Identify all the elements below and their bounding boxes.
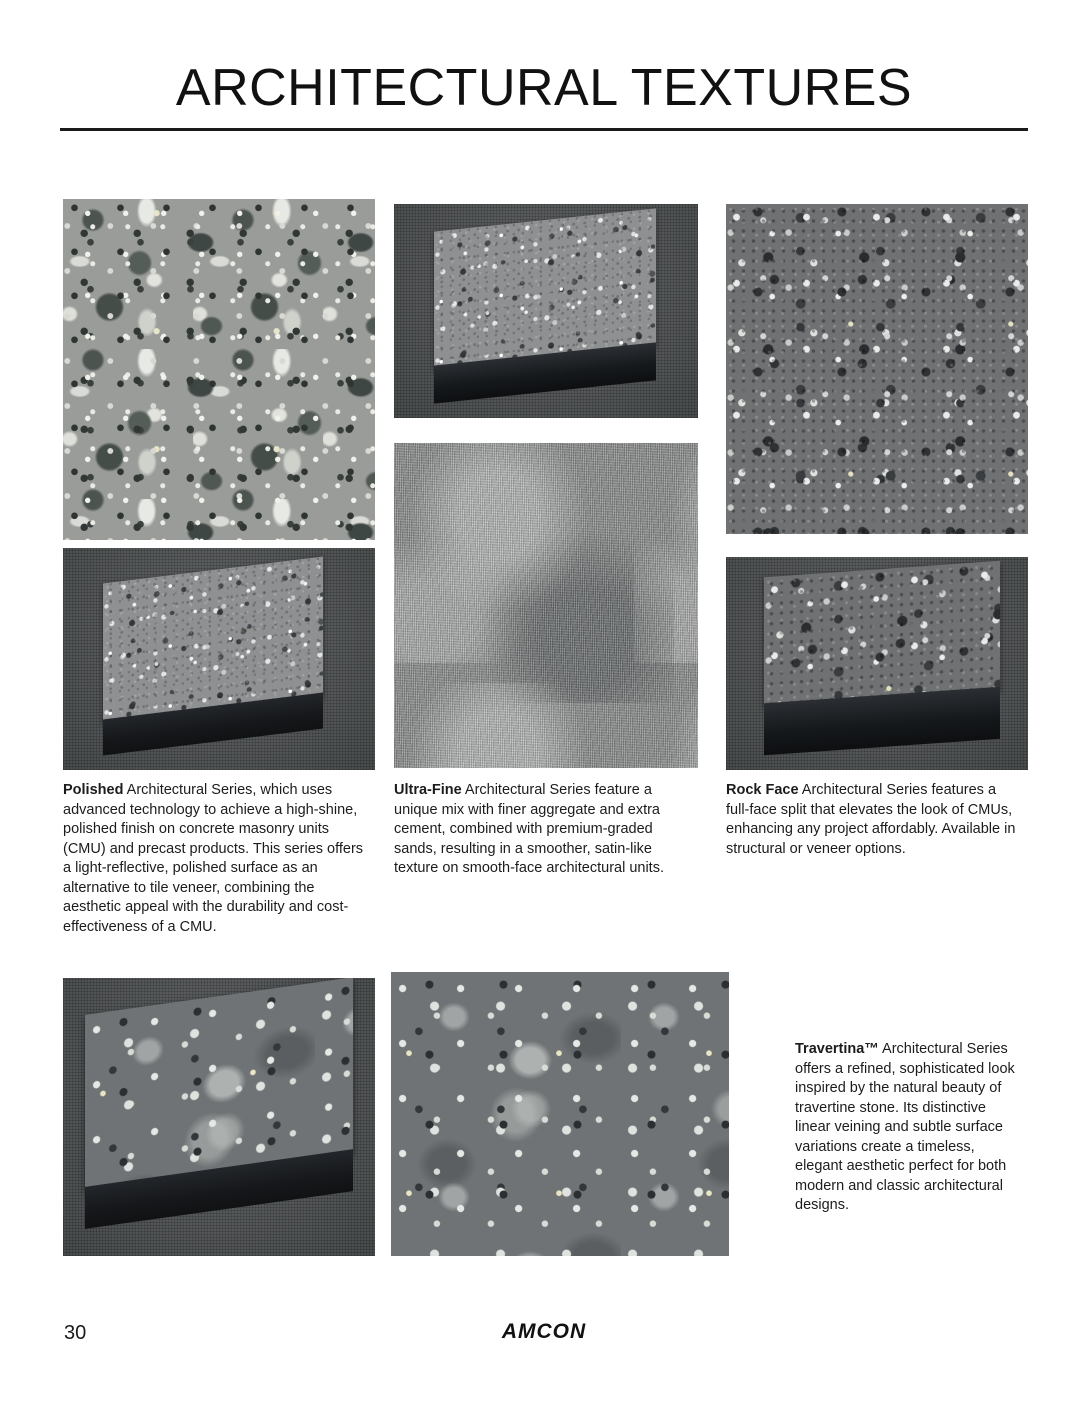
caption-ultrafine bbox=[394, 781, 694, 879]
caption-polished bbox=[63, 781, 368, 937]
page-title: ARCHITECTURAL TEXTURES bbox=[175, 59, 913, 117]
figure-ultrafine-surface-closeup bbox=[394, 443, 698, 768]
figure-rockface-surface-closeup bbox=[726, 204, 1028, 534]
caption-rockface-body: Architectural Series features a full-face split that elevates the look of CMUs, enhancing any project affordably. Available in structural or veneer options. bbox=[726, 782, 1016, 857]
page-number: 30 bbox=[64, 1322, 87, 1344]
figure-polished-terrazzo-closeup bbox=[63, 199, 375, 540]
figure-travertina-block-sample bbox=[63, 978, 375, 1256]
figure-travertina-surface-closeup bbox=[391, 972, 729, 1256]
figure-polished-block-sample bbox=[63, 548, 375, 770]
caption-travertina bbox=[795, 1040, 1020, 1216]
caption-rockface-title: Rock Face bbox=[726, 782, 799, 798]
caption-polished-body: Architectural Series, which uses advanced technology to achieve a high-shine, polished finish on concrete masonry units (CMU) and precast products. This series offers a light-reflective, polished surface as an alternative to tile veneer, combining the aesthetic appeal with the durability and cost-effectiveness of a CMU. bbox=[63, 782, 364, 935]
caption-polished-title: Polished bbox=[63, 782, 124, 798]
caption-ultrafine-title: Ultra-Fine bbox=[394, 782, 462, 798]
caption-travertina-title: Travertina™ bbox=[795, 1041, 879, 1057]
figure-ultrafine-block-sample bbox=[394, 204, 698, 418]
brand-logo: AMCON bbox=[501, 1320, 587, 1343]
caption-rockface bbox=[726, 781, 1016, 859]
caption-travertina-body: Architectural Series offers a refined, sophisticated look inspired by the natural beauty of travertine stone. Its distinctive linear veining and subtle surface variations create a timeless, elegant aesthetic perfect for both modern and classic architectural designs. bbox=[795, 1041, 1015, 1213]
figure-rockface-block-sample bbox=[726, 557, 1028, 770]
title-divider bbox=[60, 128, 1028, 131]
caption-ultrafine-body: Architectural Series feature a unique mix with finer aggregate and extra cement, combined with premium-graded sands, resulting in a smoother, satin-like texture on smooth-face architectural units. bbox=[394, 782, 664, 876]
